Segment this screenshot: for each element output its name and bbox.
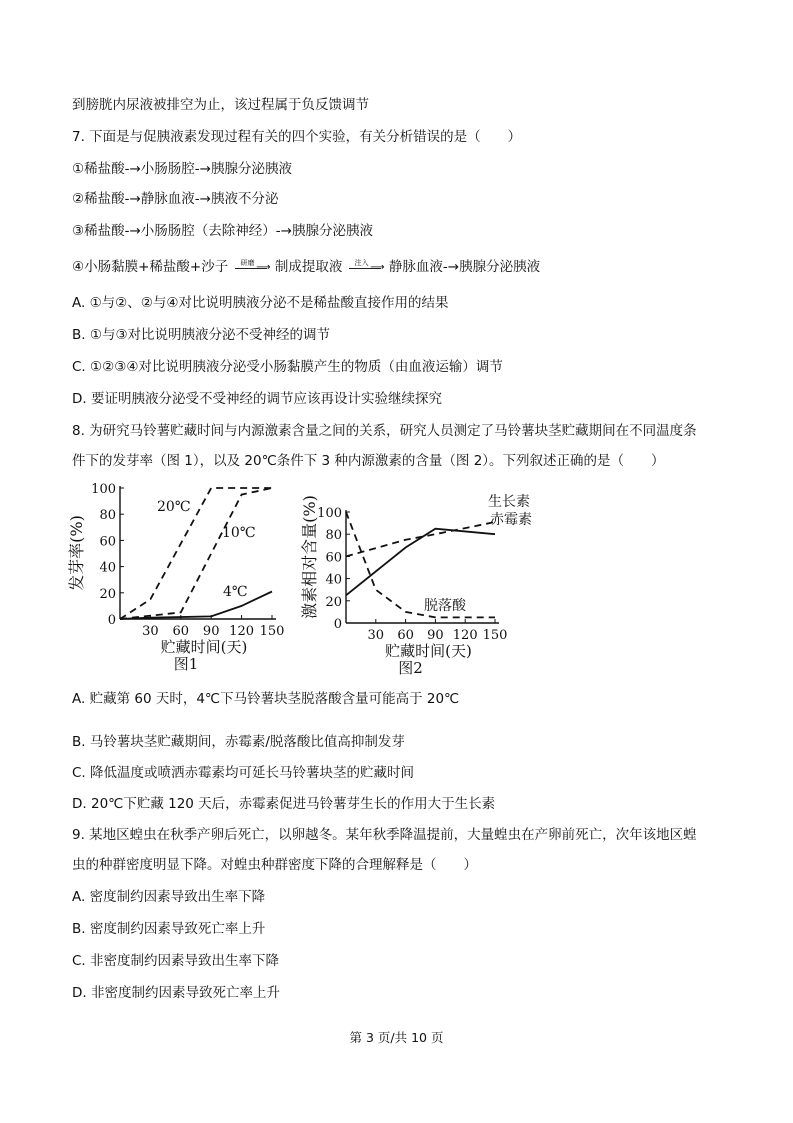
x-tick-label: 90 <box>202 624 220 639</box>
question-8-stem-1: 8. 为研究马铃薯贮藏时间与内源激素含量之间的关系，研究人员测定了马铃薯块茎贮藏期间在不同温度条 <box>72 423 697 439</box>
q9-option-b: B. 密度制约因素导致死亡率上升 <box>72 921 266 937</box>
experiment-4-part-c: 静脉血液-→胰腺分泌胰液 <box>388 259 541 275</box>
y-axis-label: 发芽率(%) <box>67 515 86 591</box>
series-label: 赤霉素 <box>490 512 532 528</box>
y-tick-label: 40 <box>325 572 342 588</box>
q8-option-b: B. 马铃薯块茎贮藏期间，赤霉素/脱落酸比值高抑制发芽 <box>72 734 405 750</box>
experiment-2: ②稀盐酸-→静脉血液-→胰液不分泌 <box>72 191 279 207</box>
experiment-3: ③稀盐酸-→小肠肠腔（去除神经）-→胰腺分泌胰液 <box>72 223 373 239</box>
q8-option-c: C. 降低温度或喷洒赤霉素均可延长马铃薯块茎的贮藏时间 <box>72 765 415 781</box>
arrow-grind <box>233 258 271 276</box>
x-tick-label: 60 <box>172 624 190 639</box>
q7-option-a: A. ①与②、②与④对比说明胰液分泌不是稀盐酸直接作用的结果 <box>72 295 449 311</box>
figure-charts <box>0 475 793 685</box>
x-tick-label: 90 <box>427 628 444 643</box>
experiment-4 <box>72 258 540 276</box>
series-label: 20℃ <box>157 499 191 515</box>
x-tick-label: 30 <box>367 628 385 643</box>
y-tick-label: 40 <box>99 560 116 576</box>
arrow-label-grind: 研磨 <box>240 259 255 267</box>
y-tick-label: 100 <box>317 506 342 521</box>
y-tick-label: 0 <box>107 613 116 628</box>
y-tick-label: 20 <box>99 586 116 602</box>
q9-option-a: A. 密度制约因素导致出生率下降 <box>72 889 266 905</box>
x-tick-label: 60 <box>397 628 414 643</box>
experiment-1: ①稀盐酸-→小肠肠腔-→胰腺分泌胰液 <box>72 161 292 177</box>
y-tick-label: 60 <box>325 550 342 566</box>
arrow-right-icon: ⟶ <box>256 262 271 273</box>
y-tick-label: 100 <box>91 482 116 497</box>
x-tick-label: 120 <box>452 628 478 643</box>
y-tick-label: 80 <box>99 508 116 524</box>
x-tick-label: 150 <box>259 624 285 639</box>
series-label: 4℃ <box>223 584 248 600</box>
page-footer: 第 3 页/共 10 页 <box>349 1030 444 1045</box>
q9-option-c: C. 非密度制约因素导致出生率下降 <box>72 953 280 969</box>
arrow-inject <box>347 258 385 276</box>
question-9-stem-1: 9. 某地区蝗虫在秋季产卵后死亡，以卵越冬。某年秋季降温提前，大量蝗虫在产卵前死亡，次年该地区蝗 <box>72 827 697 843</box>
x-tick-label: 120 <box>229 624 255 639</box>
q8-option-d: D. 20℃下贮藏 120 天后，赤霉素促进马铃薯芽生长的作用大于生长素 <box>72 796 496 812</box>
q7-option-b: B. ①与③对比说明胰液分泌不受神经的调节 <box>72 327 331 343</box>
x-tick-label: 150 <box>482 628 508 643</box>
q8-option-a: A. 贮藏第 60 天时，4℃下马铃薯块茎脱落酸含量可能高于 20℃ <box>72 691 460 707</box>
q7-option-c: C. ①②③④对比说明胰液分泌受小肠黏膜产生的物质（由血液运输）调节 <box>72 359 503 375</box>
y-tick-label: 80 <box>325 528 342 544</box>
series-line <box>346 512 495 617</box>
question-9-stem-2: 虫的种群密度明显下降。对蝗虫种群密度下降的合理解释是（ ） <box>72 857 477 873</box>
series-label: 生长素 <box>488 494 530 510</box>
q7-option-d: D. 要证明胰液分泌受不受神经的调节应该再设计实验继续探究 <box>72 391 442 407</box>
series-line <box>120 488 272 619</box>
y-axis-label: 激素相对含量(%) <box>300 495 319 619</box>
arrow-right-icon: ⟶ <box>370 262 385 273</box>
x-axis-label: 贮藏时间(天) <box>160 638 248 656</box>
y-tick-label: 0 <box>333 617 342 632</box>
x-tick-label: 30 <box>142 624 159 639</box>
series-label: 脱落酸 <box>424 598 466 614</box>
y-tick-label: 60 <box>99 534 116 550</box>
experiment-4-part-a: ④小肠黏膜+稀盐酸+沙子 <box>72 259 229 275</box>
q9-option-d: D. 非密度制约因素导致死亡率上升 <box>72 985 280 1001</box>
figure-caption: 图1 <box>173 655 199 673</box>
question-8-stem-2: 件下的发芽率（图 1），以及 20℃条件下 3 种内源激素的含量（图 2）。下列叙述正确的是（ ） <box>72 453 665 469</box>
experiment-4-part-b: 制成提取液 <box>274 259 343 275</box>
arrow-label-inject: 注入 <box>354 259 369 267</box>
figure-caption: 图2 <box>398 659 423 677</box>
question-7-stem: 7. 下面是与促胰液素发现过程有关的四个实验，有关分析错误的是（ ） <box>72 129 522 145</box>
series-line <box>346 522 495 556</box>
series-line <box>346 529 495 596</box>
x-axis-label: 贮藏时间(天) <box>385 642 472 660</box>
series-line <box>120 488 272 619</box>
series-label: 10℃ <box>222 525 256 541</box>
text-line: 到膀胱内尿液被排空为止，该过程属于负反馈调节 <box>72 97 369 113</box>
y-tick-label: 20 <box>325 594 342 610</box>
